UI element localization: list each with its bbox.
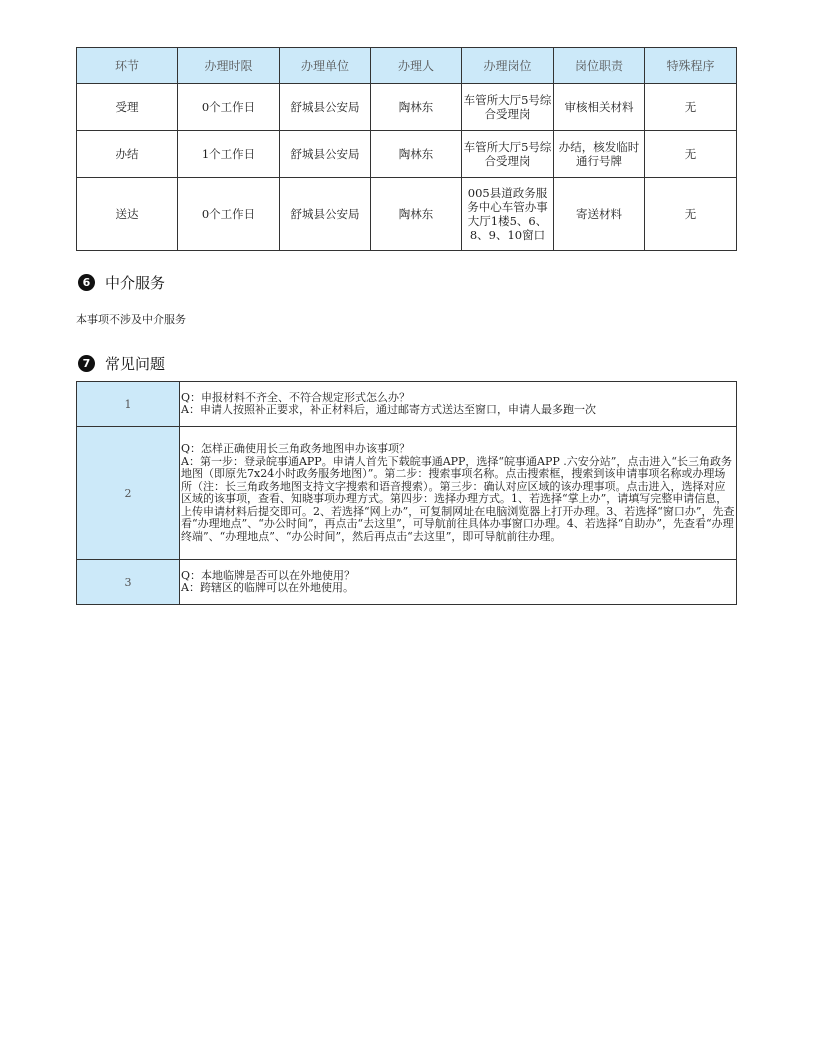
faq-question: Q：怎样正确使用长三角政务地图申办该事项？ (181, 442, 411, 455)
table-cell: 舒城县公安局 (280, 131, 371, 178)
table-cell: 0个工作日 (178, 84, 280, 131)
table-cell: 受理 (77, 84, 178, 131)
faq-qa-cell (180, 560, 737, 605)
table-cell: 无 (645, 84, 737, 131)
faq-qa-cell (180, 382, 737, 427)
table-cell: 车管所大厅5号综合受理岗 (462, 84, 554, 131)
process-table (76, 47, 737, 251)
faq-question: Q：本地临牌是否可以在外地使用？ (181, 568, 356, 582)
table-cell: 舒城县公安局 (280, 178, 371, 251)
table-cell: 寄送材料 (554, 178, 645, 251)
faq-row (77, 382, 737, 427)
faq-section-heading (78, 353, 165, 374)
table-cell: 无 (645, 131, 737, 178)
table-cell: 陶林东 (371, 84, 462, 131)
section-number-badge: 6 (78, 274, 95, 291)
intermediary-text: 本事项不涉及中介服务 (76, 313, 186, 326)
table-cell: 送达 (77, 178, 178, 251)
table-cell: 车管所大厅5号综合受理岗 (462, 131, 554, 178)
header-cell-handler: 办理人 (371, 48, 462, 84)
table-cell: 陶林东 (371, 131, 462, 178)
faq-row (77, 427, 737, 560)
table-row (77, 131, 737, 178)
table-cell: 陶林东 (371, 178, 462, 251)
process-table-header-row (77, 48, 737, 84)
table-cell: 无 (645, 178, 737, 251)
faq-qa-cell (180, 427, 737, 560)
header-cell-time-limit: 办理时限 (178, 48, 280, 84)
header-cell-unit: 办理单位 (280, 48, 371, 84)
faq-index-cell: 2 (77, 427, 180, 560)
faq-row (77, 560, 737, 605)
header-cell-stage: 环节 (77, 48, 178, 84)
section-title: 中介服务 (105, 274, 166, 292)
faq-table (76, 381, 737, 605)
faq-answer: A：申请人按照补正要求，补正材料后，通过邮寄方式送达至窗口，申请人最多跑一次 (181, 403, 596, 416)
header-cell-special: 特殊程序 (645, 48, 737, 84)
faq-index-cell: 1 (77, 382, 180, 427)
section-number-badge: 7 (78, 355, 95, 372)
table-row (77, 178, 737, 251)
header-cell-post: 办理岗位 (462, 48, 554, 84)
table-row (77, 84, 737, 131)
table-cell: 审核相关材料 (554, 84, 645, 131)
intermediary-section-heading (78, 272, 165, 293)
faq-index-cell: 3 (77, 560, 180, 605)
table-cell: 办结 (77, 131, 178, 178)
table-cell: 舒城县公安局 (280, 84, 371, 131)
header-cell-duty: 岗位职责 (554, 48, 645, 84)
table-cell: 005县道政务服务中心车管办事大厅1楼5、6、8、9、10窗口 (462, 178, 554, 251)
faq-question: Q：申报材料不齐全、不符合规定形式怎么办？ (181, 390, 411, 404)
table-cell: 1个工作日 (178, 131, 280, 178)
section-title: 常见问题 (105, 355, 166, 373)
table-cell: 办结，核发临时通行号牌 (554, 131, 645, 178)
faq-answer: A：第一步：登录皖事通APP。申请人首先下载皖事通APP，选择“皖事通APP .六安分站”，点击进入“长三角政务地图（即原先7x24小时政务服务地图）”。第二步：搜索事项名称。点击搜索框，搜索到该申请事项名称或办理场所（注：长三角政务地图支持文字搜索和语音搜索）。第三步：确认对应区域的该办理事项。点击进入，选择对应区域的该事项，查看、知晓事项办理方式。第四步：选择办理方式。1、若选择“掌上办”，请填写完整申请信息，上传申请材料后提交即可。2、若选择“网上办”，可复制网址在电脑浏览器上打开办理。3、若选择“窗口办”，先查看“办理地点”、“办公时间”，再点击“去这里”，可导航前往具体办事窗口办理。4、若选择“自助办”，先查看“办理终端”、“办理地点”、“办公时间”，然后再点击“去这里”，即可导航前往办理。 (181, 454, 735, 543)
faq-answer: A：跨辖区的临牌可以在外地使用。 (181, 581, 354, 594)
table-cell: 0个工作日 (178, 178, 280, 251)
